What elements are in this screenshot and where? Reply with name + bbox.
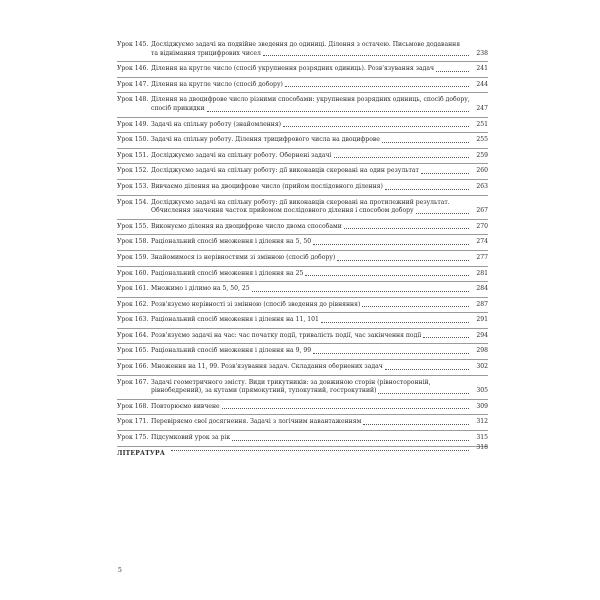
dot-leader (252, 291, 469, 292)
toc-entry-text: Задачі геометричного змісту. Види трикутників: за довжиною сторін (рівносторонній, (151, 378, 431, 386)
separator-line (117, 414, 488, 415)
toc-entry-text: Досліджуємо задачі на спільну роботу. Обернені задачі (151, 151, 332, 159)
toc-page-number: 305 (476, 387, 488, 395)
toc-entry-text: Множення на 11, 99. Розв'язування задач. Складання обернених задач (151, 363, 383, 371)
toc-entry-text: Знайомимося із нерівностями зі змінною (спосіб добору) (151, 253, 336, 261)
toc-entry-text: та віднімання трицифрових чисел (151, 49, 261, 57)
toc-lesson-number: Урок 167. (117, 378, 149, 386)
dot-leader (207, 111, 469, 112)
toc-entry-line (151, 403, 471, 412)
separator-line (117, 343, 488, 344)
dot-leader (382, 142, 469, 143)
toc-entry-line (151, 152, 471, 161)
toc-entry (117, 301, 488, 310)
toc-page-number: 267 (476, 207, 488, 215)
toc-entry-line (151, 270, 471, 279)
dot-leader (362, 306, 469, 307)
toc-entry-title (151, 183, 471, 192)
dot-leader (222, 408, 469, 409)
dot-leader (334, 157, 470, 158)
toc-page-number: 260 (476, 167, 488, 175)
separator-line (117, 219, 488, 220)
toc-entry (117, 223, 488, 232)
toc-entry-line (151, 50, 471, 59)
toc-entry-title (169, 450, 471, 453)
toc-entry (117, 418, 488, 427)
toc-entry-text: Раціональний спосіб множення і ділення на 5, 50 (151, 238, 312, 246)
toc-entry-title (151, 363, 471, 372)
toc-page-number: 277 (476, 253, 488, 261)
toc-page-number: 255 (476, 136, 488, 144)
toc-lesson-number: Урок 175. (117, 434, 149, 442)
dot-leader (421, 173, 469, 174)
toc-lesson-number: Урок 147. (117, 80, 149, 88)
toc-entry (117, 238, 488, 247)
toc-entry-text: Раціональний спосіб множення і ділення на 11, 101 (151, 316, 319, 324)
toc-lesson-number: Урок 153. (117, 182, 149, 190)
toc-lesson-number: Урок 152. (117, 167, 149, 175)
separator-line (117, 399, 488, 400)
toc-entry (117, 183, 488, 192)
references-label: ЛІТЕРАТУРА (117, 449, 165, 457)
toc-entry (117, 379, 488, 396)
toc-entry-line (151, 223, 471, 232)
separator-line (117, 281, 488, 282)
separator-line (117, 250, 488, 251)
toc-lesson-number: Урок 146. (117, 65, 149, 73)
toc-entry-title (151, 285, 471, 294)
toc-page-number: 291 (476, 316, 488, 324)
toc-entry-line (169, 450, 471, 453)
separator-line (117, 446, 488, 447)
toc-entry-line (151, 81, 471, 90)
separator-line (117, 312, 488, 313)
toc-page-number: 274 (476, 238, 488, 246)
toc-entry-line (151, 105, 471, 114)
separator-line (117, 179, 488, 180)
toc-entry (117, 363, 488, 372)
toc-entry (117, 65, 488, 74)
toc-entry-line (151, 254, 471, 263)
dot-leader (285, 86, 469, 87)
toc-page-number: 247 (476, 104, 488, 112)
toc-entry-text: Ділення на кругле число (спосіб укрупнення розрядних одиниць). Розв'язування задач (151, 65, 435, 73)
toc-entry-line (151, 387, 471, 396)
separator-line (117, 77, 488, 78)
toc-entry-text: Обчислення значення часток прийомом послідовного ділення і способом добору (151, 207, 414, 215)
toc-entry-line (151, 434, 471, 443)
separator-line (117, 92, 488, 93)
toc-entry-line (151, 363, 471, 372)
toc-lesson-number: Урок 160. (117, 269, 149, 277)
toc-page-number: 309 (476, 402, 488, 410)
toc-entry-line (151, 285, 471, 294)
toc-entry-title (151, 403, 471, 412)
page-number: 5 (118, 567, 122, 574)
separator-line (117, 117, 488, 118)
toc-entry-text: Досліджуємо задачі на подвійне зведення до одиниці. Ділення з остачею. Письмове додавання (151, 41, 461, 48)
separator-line (117, 234, 488, 235)
toc-entry-text: Ділення на кругле число (спосіб добору) (151, 80, 283, 88)
toc-entry-title (151, 379, 471, 396)
toc-entry-text: спосіб прикидки (151, 104, 205, 112)
dot-leader (283, 126, 469, 127)
toc-entry-line (151, 136, 471, 145)
separator-line (117, 430, 488, 431)
separator-line (117, 328, 488, 329)
toc-page-number: 294 (476, 331, 488, 339)
toc-entry-text: Раціональний спосіб множення і ділення на 9, 99 (151, 347, 312, 355)
toc-lesson-number: Урок 155. (117, 222, 149, 230)
dot-leader (363, 424, 469, 425)
toc-page-number: 312 (476, 418, 488, 426)
toc-entry-line (151, 316, 471, 325)
toc-page-number: 251 (476, 120, 488, 128)
toc-entry-text: Раціональний спосіб множення і ділення на 25 (151, 269, 304, 277)
toc-entry (117, 41, 488, 58)
toc-entry (117, 347, 488, 356)
toc-entry-text: Досліджуємо задачі на спільну роботу: дії виконавців скеровані на протилежний результат. (151, 198, 450, 206)
toc-lesson-number: Урок 145. (117, 41, 149, 48)
separator-line (117, 163, 488, 164)
toc-lesson-number: Урок 162. (117, 300, 149, 308)
toc-page-number: 302 (476, 363, 488, 371)
toc-lesson-number: Урок 165. (117, 347, 149, 355)
toc-entry (117, 316, 488, 325)
toc-lesson-number: Урок 151. (117, 151, 149, 159)
toc-entry-line (151, 41, 471, 50)
toc-entry-title (151, 270, 471, 279)
dot-leader (436, 71, 469, 72)
toc-lesson-number: Урок 150. (117, 136, 149, 144)
toc-page-number: 241 (476, 65, 488, 73)
toc-lesson-number: Урок 159. (117, 253, 149, 261)
dot-leader (337, 260, 469, 261)
toc-entry-line (151, 207, 471, 216)
table-of-contents (117, 41, 488, 457)
toc-entry-line (151, 199, 471, 208)
toc-entry-line (151, 183, 471, 192)
separator-line (117, 61, 488, 62)
toc-entry-text: Розв'язуємо задачі на час: час початку події, тривалість події, час закінчення події (151, 331, 422, 339)
dot-leader (313, 244, 469, 245)
toc-entry-text: Перевіряємо свої досягнення. Задачі з логічним навантаженням (151, 418, 362, 426)
toc-entry (117, 434, 488, 443)
dot-leader (305, 275, 469, 276)
toc-entry (117, 96, 488, 113)
toc-entry-line (151, 121, 471, 130)
toc-entry-title (151, 136, 471, 145)
dot-leader (423, 337, 469, 338)
toc-entry (117, 199, 488, 216)
dot-leader (313, 353, 469, 354)
toc-entry-text: Підсумковий урок за рік (151, 434, 231, 442)
toc-entry-text: Вивчаємо ділення на двоцифрове число (прийом послідовного ділення) (151, 182, 383, 190)
toc-entry-line (151, 65, 471, 74)
toc-entry-line (151, 167, 471, 176)
toc-entry-text: Повторюємо вивчене (151, 402, 220, 410)
toc-entry-line (151, 418, 471, 427)
dot-leader (263, 55, 469, 56)
toc-entry-text: Виконуємо ділення на двоцифрове число двома способами (151, 222, 342, 230)
toc-entry (117, 285, 488, 294)
toc-entry-text: Задачі на спільну роботу (знайомлення) (151, 120, 282, 128)
toc-entry-title (151, 152, 471, 161)
toc-entry (117, 152, 488, 161)
dot-leader (385, 369, 469, 370)
toc-entry-title (151, 254, 471, 263)
dot-leader (344, 228, 469, 229)
toc-page-number: 287 (476, 300, 488, 308)
toc-entry-line (151, 332, 471, 341)
toc-lesson-number: Урок 163. (117, 316, 149, 324)
toc-entry-title (151, 96, 471, 113)
separator-line (117, 132, 488, 133)
toc-entry-title (151, 121, 471, 130)
toc-entry (117, 81, 488, 90)
toc-entry-text: рівнобедрений), за кутами (прямокутний, тупокутний, гострокутний) (151, 387, 377, 395)
separator-line (117, 297, 488, 298)
dot-leader (171, 450, 469, 451)
toc-page-number: 298 (476, 347, 488, 355)
toc-entry (117, 270, 488, 279)
toc-entry-line (151, 301, 471, 310)
toc-page-number: 259 (476, 151, 488, 159)
toc-lesson-number: Урок 158. (117, 238, 149, 246)
toc-entry-title (151, 238, 471, 247)
toc-entry-title (151, 316, 471, 325)
dot-leader (232, 440, 469, 441)
toc-entry-title (151, 223, 471, 232)
dot-leader (321, 322, 469, 323)
toc-entry-text: Множимо і ділимо на 5, 50, 25 (151, 285, 250, 293)
toc-entry-title (151, 65, 471, 74)
toc-lesson-number: Урок 164. (117, 331, 149, 339)
toc-entry-line (151, 238, 471, 247)
toc-entry-text: Задачі на спільну роботу. Ділення трицифрового числа на двоцифрове (151, 136, 380, 144)
toc-entry (117, 403, 488, 412)
toc-entry-line (151, 96, 471, 105)
toc-page-number: 270 (476, 222, 488, 230)
toc-entry-title (151, 41, 471, 58)
toc-entry-title (151, 434, 471, 443)
toc-entry-title (151, 301, 471, 310)
toc-page-number: 284 (476, 285, 488, 293)
toc-lesson-number: Урок 149. (117, 120, 149, 128)
separator-line (117, 148, 488, 149)
toc-lesson-number: Урок 168. (117, 402, 149, 410)
toc-entry (117, 167, 488, 176)
toc-entry (117, 136, 488, 145)
toc-lesson-number: Урок 166. (117, 363, 149, 371)
dot-leader (416, 213, 469, 214)
toc-page-number: 244 (476, 80, 488, 88)
toc-lesson-number: Урок 161. (117, 285, 149, 293)
toc-page-number: 281 (476, 269, 488, 277)
separator-line (117, 195, 488, 196)
toc-entry-text: Досліджуємо задачі на спільну роботу: дії виконавців скеровані на один результат (151, 167, 419, 175)
toc-page-number: 263 (476, 182, 488, 190)
toc-entry-line (151, 379, 471, 388)
toc-entry-title (151, 418, 471, 427)
dot-leader (378, 393, 469, 394)
toc-page-number: 318 (476, 444, 488, 452)
toc-entry (117, 332, 488, 341)
separator-line (117, 359, 488, 360)
toc-entry-title (151, 347, 471, 356)
toc-lesson-number: Урок 171. (117, 418, 149, 426)
toc-entry-text: Розв'язуємо нерівності зі змінною (спосіб зведення до рівняння) (151, 300, 361, 308)
toc-entry-title (151, 81, 471, 90)
toc-entry-text: Ділення на двоцифрове число різними способами: укрупнення розрядних одиниць, спосіб добору, (151, 96, 470, 104)
separator-line (117, 266, 488, 267)
toc-lesson-number: Урок 148. (117, 96, 149, 104)
toc-entry-title (151, 332, 471, 341)
separator-line (117, 375, 488, 376)
toc-page-number: 238 (476, 49, 488, 57)
toc-page-number: 315 (476, 434, 488, 442)
toc-entry-title (151, 167, 471, 176)
toc-lesson-number: Урок 154. (117, 198, 149, 206)
toc-entry (117, 254, 488, 263)
toc-entry (117, 121, 488, 130)
toc-entry-title (151, 199, 471, 216)
dot-leader (385, 189, 469, 190)
toc-references-entry (117, 444, 488, 457)
toc-entry-line (151, 347, 471, 356)
